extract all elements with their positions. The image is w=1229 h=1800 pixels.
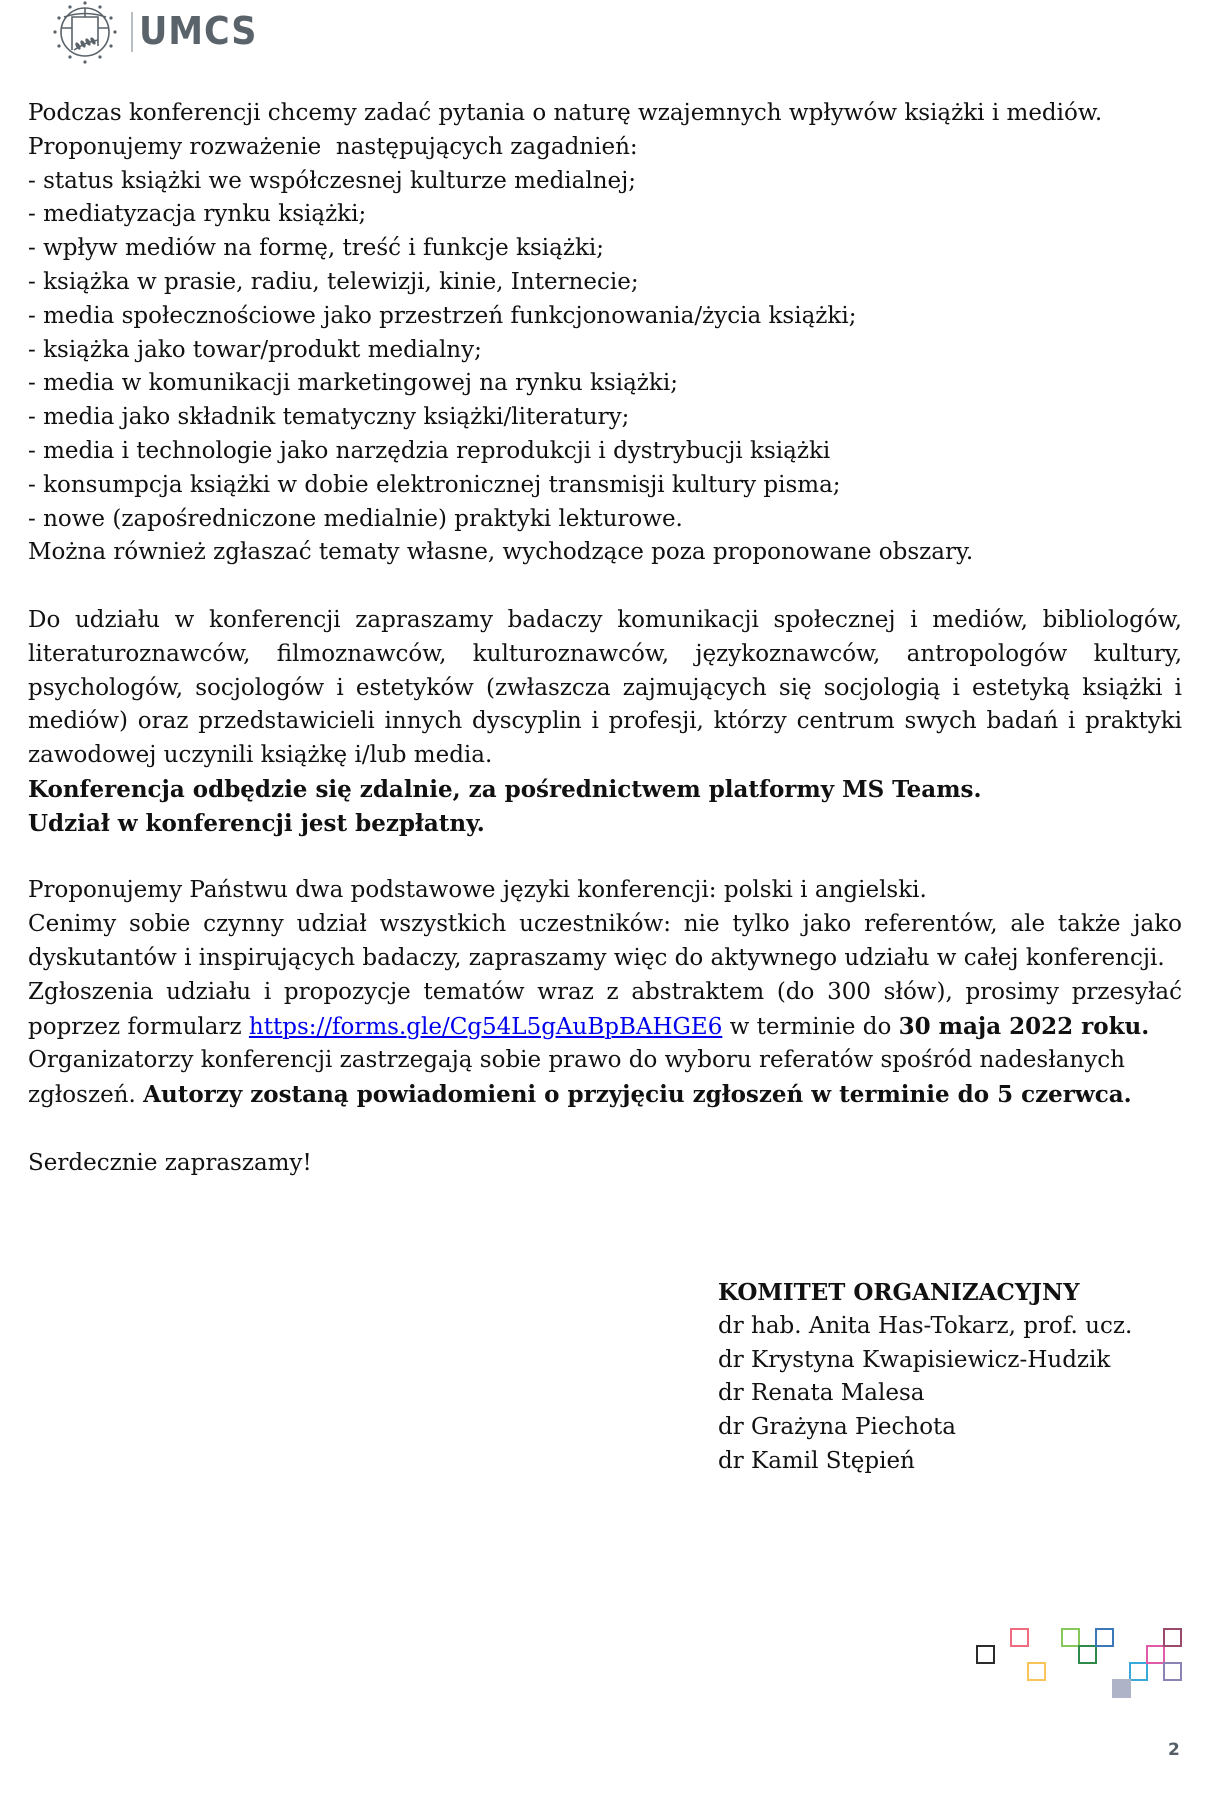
list-item: - media w komunikacji marketingowej na rynku książki;	[28, 370, 678, 397]
invitation-paragraph: Do udziału w konferencji zapraszamy badaczy komunikacji społecznej i mediów, bibliologów, literaturoznawców, filmoznawców, kulturoznawców, językoznawców, antropologów kultury, psychologów, socjologów i estetyków (zwłaszcza zajmujących się socjologią i estetyką książki i mediów) oraz przedstawicieli innych dyscyplin i profesji, którzy centrum swych badań i praktyki zawodowej uczynili książkę i/lub media.	[28, 606, 1182, 769]
spacer	[28, 570, 1182, 604]
university-globe-laurel-icon	[48, 0, 128, 70]
topic-list	[28, 165, 1182, 537]
remote-notice: Konferencja odbędzie się zdalnie, za pośrednictwem platformy MS Teams.	[28, 775, 982, 803]
list-item: - książka jako towar/produkt medialny;	[28, 336, 482, 363]
committee-member: dr Grażyna Piechota	[718, 1414, 956, 1441]
list-item: - nowe (zapośredniczone medialnie) praktyki lekturowe.	[28, 505, 683, 532]
list-item: - wpływ mediów na formę, treść i funkcje książki;	[28, 235, 605, 262]
languages-note: Proponujemy Państwu dwa podstawowe języki konferencji: polski i angielski.	[28, 877, 927, 904]
logo-divider	[131, 12, 133, 52]
outline-square-icon	[1163, 1662, 1182, 1681]
outline-square-icon	[1027, 1662, 1046, 1681]
spacer	[28, 1113, 1182, 1147]
list-item: - książka w prasie, radiu, telewizji, kinie, Internecie;	[28, 268, 639, 295]
committee-member: dr Renata Malesa	[718, 1380, 925, 1407]
committee-member: dr hab. Anita Has-Tokarz, prof. ucz.	[718, 1312, 1133, 1339]
list-item: - mediatyzacja rynku książki;	[28, 201, 367, 228]
list-item: - konsumpcja książki w dobie elektronicznej transmisji kultury pisma;	[28, 471, 841, 498]
selection-text: Organizatorzy konferencji zastrzegają sobie prawo do wyboru referatów spośród nadesłanych zgłoszeń.	[28, 1047, 1125, 1109]
spacer	[28, 841, 1182, 875]
page-number: 2	[1168, 1740, 1180, 1760]
submission-text: Zgłoszenia udziału i propozycje tematów wraz z abstraktem (do 300 słów), prosimy przesyłać poprzez formularz	[28, 978, 1182, 1040]
notification-notice: Autorzy zostaną powiadomieni o przyjęciu zgłoszeń w terminie do 5 czerwca.	[143, 1081, 1132, 1109]
filled-square-icon	[1112, 1679, 1131, 1698]
umcs-logo	[48, 0, 268, 70]
outline-square-icon	[1129, 1662, 1148, 1681]
committee-title: KOMITET ORGANIZACYJNY	[718, 1279, 1080, 1306]
outline-square-icon	[976, 1645, 995, 1664]
own-topics-note: Można również zgłaszać tematy własne, wychodzące poza proponowane obszary.	[28, 539, 974, 566]
organizing-committee	[718, 1276, 1132, 1479]
outline-square-icon	[1163, 1628, 1182, 1647]
free-notice: Udział w konferencji jest bezpłatny.	[28, 809, 485, 837]
list-item: - status książki we współczesnej kulturze medialnej;	[28, 167, 637, 194]
closing-line: Serdecznie zapraszamy!	[28, 1149, 312, 1176]
list-item: - media społecznościowe jako przestrzeń funkcjonowania/życia książki;	[28, 302, 857, 329]
form-link[interactable]: https://forms.gle/Cg54L5gAuBpBAHGE6	[248, 1013, 723, 1040]
deadline-date: 30 maja 2022 roku.	[898, 1012, 1150, 1040]
committee-member: dr Krystyna Kwapisiewicz-Hudzik	[718, 1346, 1111, 1373]
outline-square-icon	[1010, 1628, 1029, 1647]
committee-member: dr Kamil Stępień	[718, 1447, 915, 1474]
submission-paragraph	[28, 976, 1182, 1045]
submission-text: w terminie do	[722, 1013, 899, 1040]
list-item: - media i technologie jako narzędzia reprodukcji i dystrybucji książki	[28, 437, 831, 464]
selection-paragraph	[28, 1044, 1182, 1113]
logo-wordmark: UMCS	[139, 9, 258, 53]
list-item: - media jako składnik tematyczny książki/literatury;	[28, 404, 630, 431]
intro-line: Proponujemy rozważenie następujących zagadnień:	[28, 133, 638, 160]
participation-paragraph: Cenimy sobie czynny udział wszystkich uczestników: nie tylko jako referentów, ale także jako dyskutantów i inspirujących badaczy, zapraszamy więc do aktywnego udziału w całej konferencji.	[28, 911, 1182, 971]
document-body	[28, 97, 1182, 1181]
intro-line: Podczas konferencji chcemy zadać pytania o naturę wzajemnych wpływów książki i mediów.	[28, 100, 1103, 126]
outline-square-icon	[1095, 1628, 1114, 1647]
outline-square-icon	[1078, 1645, 1097, 1664]
